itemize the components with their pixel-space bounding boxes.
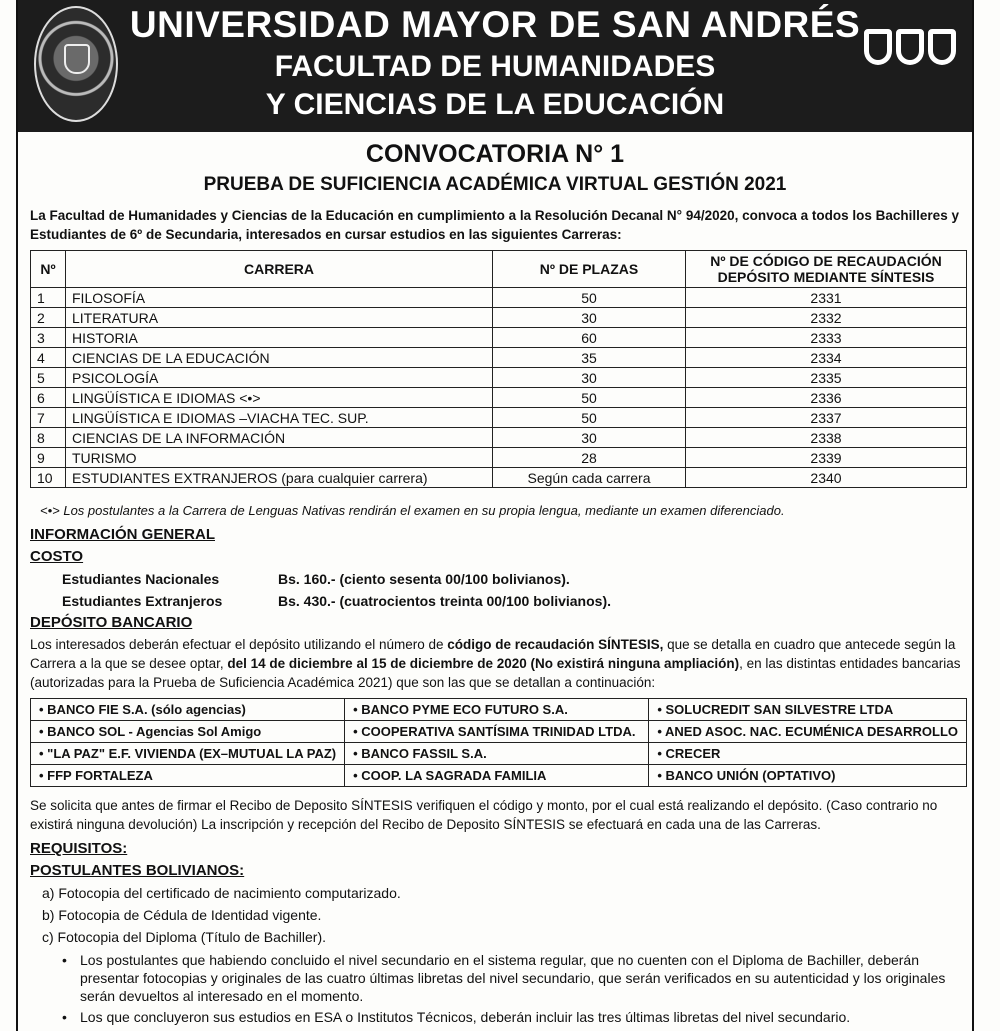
requirement-a: a) Fotocopia del certificado de nacimiento computarizado. <box>42 885 401 901</box>
deposit-dates-bold: del 14 de diciembre al 15 de diciembre de 2020 (No existirá ninguna ampliación) <box>227 656 740 671</box>
cost-national-label: Estudiantes Nacionales <box>62 571 220 587</box>
bank-entity: • BANCO FASSIL S.A. <box>345 743 649 765</box>
bank-entity: • COOPERATIVA SANTÍSIMA TRINIDAD LTDA. <box>345 721 649 743</box>
receipt-note: Se solicita que antes de firmar el Recibo de Deposito SÍNTESIS verifiquen el código y monto, por el cual está realizando el depósito. (Caso contrario no existirá ninguna devolución) La inscripción y recepción del Recibo de Deposito SÍNTESIS se efectuará en cada una de las Carreras. <box>30 798 938 832</box>
requirements-heading: REQUISITOS: <box>30 840 128 857</box>
career-row <box>31 468 967 488</box>
careers-table <box>30 250 967 488</box>
deposit-paragraph <box>30 635 970 692</box>
career-places: 50 <box>493 408 686 428</box>
career-row <box>31 308 967 328</box>
career-row <box>31 288 967 308</box>
career-code: 2333 <box>686 328 967 348</box>
bank-row <box>31 721 967 743</box>
bank-row <box>31 699 967 721</box>
bullet-2-symbol: • <box>62 1009 67 1025</box>
bank-entity: • FFP FORTALEZA <box>31 765 345 787</box>
bullet-1-text: Los postulantes que habiendo concluido el nivel secundario en el sistema regular, que no cuenten con el Diploma de Bachiller, deberán presentar fotocopias y originales de las cuatro últimas libretas del nivel secundario, que serán verificados en su autenticidad y los originales serán devueltos al interesado en el momento. <box>80 952 946 1004</box>
career-number: 6 <box>31 388 66 408</box>
cost-national-value: Bs. 160.- (ciento sesenta 00/100 bolivianos). <box>278 571 570 587</box>
faculty-logo-icon <box>862 22 958 72</box>
bolivian-applicants-heading: POSTULANTES BOLIVIANOS: <box>30 862 245 879</box>
call-subtitle: PRUEBA DE SUFICIENCIA ACADÉMICA VIRTUAL GESTIÓN 2021 <box>203 174 787 195</box>
career-row <box>31 328 967 348</box>
career-number: 8 <box>31 428 66 448</box>
col-header-code: Nº DE CÓDIGO DE RECAUDACIÓN DEPÓSITO MEDIANTE SÍNTESIS <box>686 251 967 288</box>
bank-deposit-heading: DEPÓSITO BANCARIO <box>30 614 193 631</box>
career-name: FILOSOFÍA <box>66 288 493 308</box>
native-languages-note: <•> Los postulantes a la Carrera de Lenguas Nativas rendirán el examen en su propia lengua, mediante un examen diferenciado. <box>40 503 785 518</box>
career-row <box>31 448 967 468</box>
bank-entity: • "LA PAZ" E.F. VIVIENDA (EX–MUTUAL LA PAZ) <box>31 743 345 765</box>
university-name: UNIVERSIDAD MAYOR DE SAN ANDRÉS <box>129 4 861 45</box>
bullet-1-symbol: • <box>62 952 67 968</box>
career-row <box>31 348 967 368</box>
requirement-c: c) Fotocopia del Diploma (Título de Bachiller). <box>42 929 327 945</box>
header-banner <box>18 0 972 132</box>
career-places: 30 <box>493 428 686 448</box>
bank-entity: • CRECER <box>649 743 967 765</box>
bank-row <box>31 743 967 765</box>
career-code: 2338 <box>686 428 967 448</box>
career-name: LINGÜÍSTICA E IDIOMAS <•> <box>66 388 493 408</box>
career-places: Según cada carrera <box>493 468 686 488</box>
career-places: 50 <box>493 288 686 308</box>
faculty-name-line2: Y CIENCIAS DE LA EDUCACIÓN <box>265 88 725 121</box>
career-name: LINGÜÍSTICA E IDIOMAS –VIACHA TEC. SUP. <box>66 408 493 428</box>
career-places: 30 <box>493 308 686 328</box>
bank-entity: • ANED ASOC. NAC. ECUMÉNICA DESARROLLO <box>649 721 967 743</box>
bank-entity: • BANCO PYME ECO FUTURO S.A. <box>345 699 649 721</box>
banks-table <box>30 698 967 787</box>
career-places: 35 <box>493 348 686 368</box>
career-code: 2331 <box>686 288 967 308</box>
career-number: 5 <box>31 368 66 388</box>
career-code: 2334 <box>686 348 967 368</box>
faculty-name-line1: FACULTAD DE HUMANIDADES <box>274 50 716 83</box>
career-code: 2336 <box>686 388 967 408</box>
career-number: 4 <box>31 348 66 368</box>
career-name: CIENCIAS DE LA EDUCACIÓN <box>66 348 493 368</box>
career-code: 2339 <box>686 448 967 468</box>
deposit-text-3: , en las distintas entidades bancarias (autorizadas para la Prueba de Suficiencia Académica 2021) que son las que se detallan a continuación: <box>30 656 961 690</box>
career-places: 30 <box>493 368 686 388</box>
career-name: CIENCIAS DE LA INFORMACIÓN <box>66 428 493 448</box>
career-name: TURISMO <box>66 448 493 468</box>
career-name: HISTORIA <box>66 328 493 348</box>
requirement-bullet-2 <box>62 1008 970 1026</box>
career-number: 9 <box>31 448 66 468</box>
career-number: 10 <box>31 468 66 488</box>
cost-foreign-label: Estudiantes Extranjeros <box>62 593 223 609</box>
bank-entity: • BANCO FIE S.A. (sólo agencias) <box>31 699 345 721</box>
bank-entity: • BANCO SOL - Agencias Sol Amigo <box>31 721 345 743</box>
intro-paragraph: La Facultad de Humanidades y Ciencias de la Educación en cumplimiento a la Resolución Decanal N° 94/2020, convoca a todos los Bachilleres y Estudiantes de 6º de Secundaria, interesados en cursar estudios en las siguientes Carreras: <box>30 208 959 242</box>
call-title: CONVOCATORIA N° 1 <box>365 140 625 168</box>
career-number: 1 <box>31 288 66 308</box>
general-info-heading: INFORMACIÓN GENERAL <box>30 526 215 543</box>
bank-entity: • SOLUCREDIT SAN SILVESTRE LTDA <box>649 699 967 721</box>
cost-foreign-value: Bs. 430.- (cuatrocientos treinta 00/100 bolivianos). <box>278 593 611 609</box>
requirement-b: b) Fotocopia de Cédula de Identidad vigente. <box>42 907 322 923</box>
deposit-code-bold: código de recaudación SÍNTESIS, <box>447 637 664 652</box>
career-places: 60 <box>493 328 686 348</box>
career-row <box>31 388 967 408</box>
bullet-2-text: Los que concluyeron sus estudios en ESA o Institutos Técnicos, deberán incluir las tres últimas libretas del nivel secundario. <box>80 1009 851 1025</box>
career-number: 7 <box>31 408 66 428</box>
career-row <box>31 368 967 388</box>
career-places: 28 <box>493 448 686 468</box>
career-name: LITERATURA <box>66 308 493 328</box>
career-places: 50 <box>493 388 686 408</box>
requirement-bullet-1 <box>62 951 970 1005</box>
career-number: 3 <box>31 328 66 348</box>
col-header-career: CARRERA <box>66 251 493 288</box>
cost-heading: COSTO <box>30 548 84 565</box>
career-name: ESTUDIANTES EXTRANJEROS (para cualquier carrera) <box>66 468 493 488</box>
career-code: 2337 <box>686 408 967 428</box>
deposit-text-2: que se detalla en cuadro que antecede según la Carrera a la que se desee optar, <box>30 637 956 671</box>
career-name: PSICOLOGÍA <box>66 368 493 388</box>
bank-entity: • COOP. LA SAGRADA FAMILIA <box>345 765 649 787</box>
career-code: 2332 <box>686 308 967 328</box>
bank-entity: • BANCO UNIÓN (OPTATIVO) <box>649 765 967 787</box>
col-header-places: Nº DE PLAZAS <box>493 251 686 288</box>
career-code: 2340 <box>686 468 967 488</box>
col-header-number: Nº <box>31 251 66 288</box>
careers-table-header <box>31 251 967 288</box>
career-row <box>31 428 967 448</box>
bank-row <box>31 765 967 787</box>
career-number: 2 <box>31 308 66 328</box>
deposit-text-1: Los interesados deberán efectuar el depósito utilizando el número de <box>30 637 444 652</box>
career-row <box>31 408 967 428</box>
career-code: 2335 <box>686 368 967 388</box>
